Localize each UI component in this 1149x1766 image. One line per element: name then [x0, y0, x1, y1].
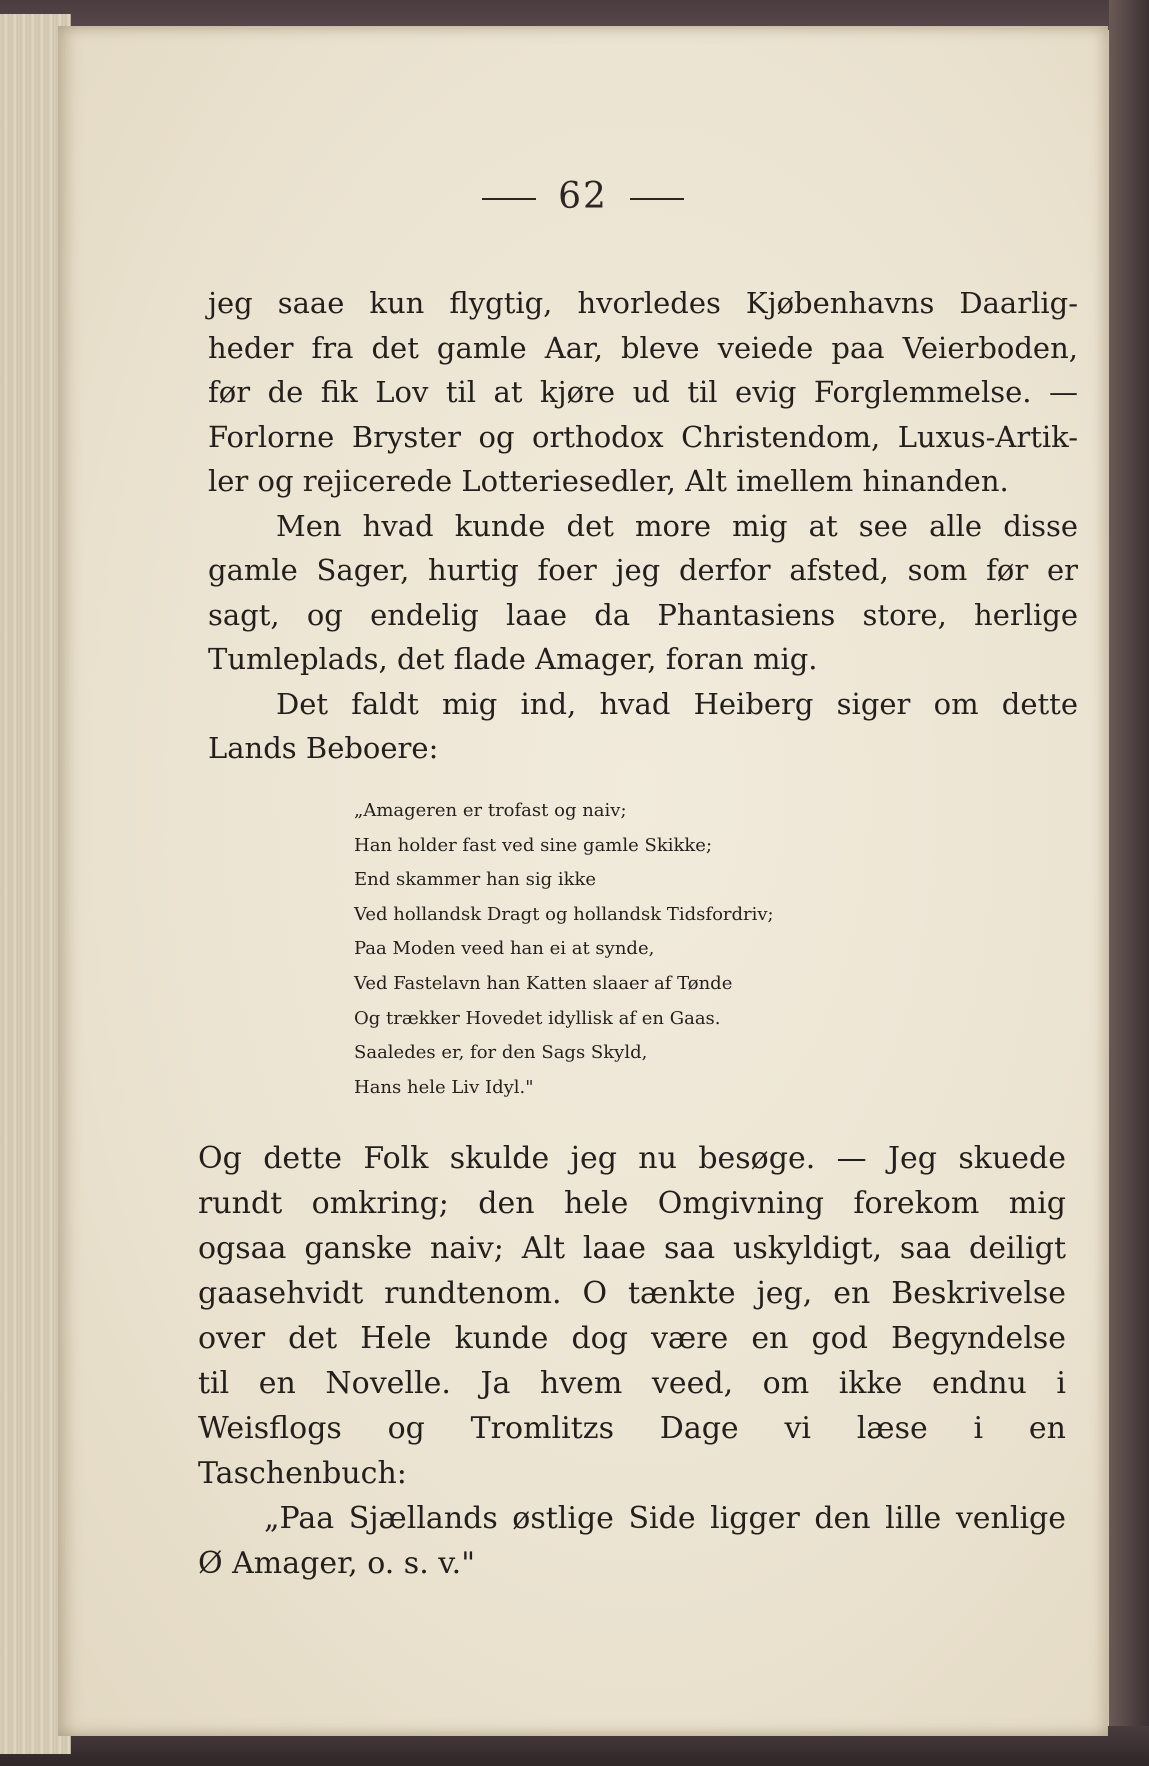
- text-line: til en Novelle. Ja hvem veed, om ikke endnu i: [198, 1366, 1066, 1401]
- poem-line: Ved hollandsk Dragt og hollandsk Tidsfordriv;: [354, 903, 774, 925]
- header-dash-right: [630, 198, 684, 200]
- body-text-bottom: [198, 1136, 1066, 1586]
- text-line: heder fra det gamle Aar, bleve veiede paa Veierboden,: [208, 330, 1078, 365]
- text-line: over det Hele kunde dog være en god Begyndelse: [198, 1321, 1066, 1356]
- binding-edge-right: [1109, 0, 1149, 1766]
- text-line: „Paa Sjællands østlige Side ligger den lille venlige: [264, 1501, 1066, 1536]
- text-line: Det faldt mig ind, hvad Heiberg siger om dette: [276, 686, 1078, 721]
- poem-quote: [354, 794, 894, 1105]
- text-line: Forlorne Bryster og orthodox Christendom, Luxus-Artik-: [208, 419, 1078, 454]
- page-header: [58, 176, 1108, 217]
- text-line: rundt omkring; den hele Omgivning forekom mig: [198, 1186, 1066, 1221]
- text-line: Og dette Folk skulde jeg nu besøge. — Jeg skuede: [198, 1141, 1066, 1176]
- text-line: jeg saae kun flygtig, hvorledes Kjøbenhavns Daarlig-: [208, 286, 1078, 320]
- poem-line: „Amageren er trofast og naiv;: [354, 800, 627, 821]
- poem-line: End skammer han sig ikke: [354, 869, 597, 891]
- header-dash-left: [482, 198, 536, 200]
- text-line: gaasehvidt rundtenom. O tænkte jeg, en Beskrivelse: [198, 1276, 1066, 1311]
- text-line: Lands Beboere:: [208, 731, 439, 765]
- text-line: Ø Amager, o. s. v.": [198, 1546, 476, 1581]
- text-line: Tumleplads, det flade Amager, foran mig.: [208, 642, 818, 676]
- text-line: før de fik Lov til at kjøre ud til evig Forglemmelse. —: [208, 375, 1078, 409]
- text-line: Taschenbuch:: [198, 1456, 407, 1491]
- text-line: Weisflogs og Tromlitzs Dage vi læse i en: [198, 1411, 1066, 1446]
- body-text-top: [208, 281, 1078, 771]
- poem-line: Paa Moden veed han ei at synde,: [354, 938, 655, 960]
- text-line: sagt, og endelig laae da Phantasiens store, herlige: [208, 597, 1078, 632]
- poem-line: Han holder fast ved sine gamle Skikke;: [354, 834, 713, 856]
- text-line: gamle Sager, hurtig foer jeg derfor afsted, som før er: [208, 553, 1078, 587]
- poem-line: Saaledes er, for den Sags Skyld,: [354, 1042, 648, 1064]
- text-line: Men hvad kunde det more mig at see alle disse: [276, 508, 1078, 543]
- poem-line: Hans hele Liv Idyl.": [354, 1076, 534, 1098]
- text-line: ler og rejicerede Lotteriesedler, Alt imellem hinanden.: [208, 464, 1009, 498]
- page-number: 62: [558, 176, 608, 217]
- book-page: [58, 26, 1108, 1736]
- poem-line: Og trækker Hovedet idyllisk af en Gaas.: [354, 1007, 721, 1029]
- text-line: ogsaa ganske naiv; Alt laae saa uskyldigt, saa deiligt: [198, 1231, 1066, 1266]
- poem-line: Ved Fastelavn han Katten slaaer af Tønde: [354, 972, 733, 994]
